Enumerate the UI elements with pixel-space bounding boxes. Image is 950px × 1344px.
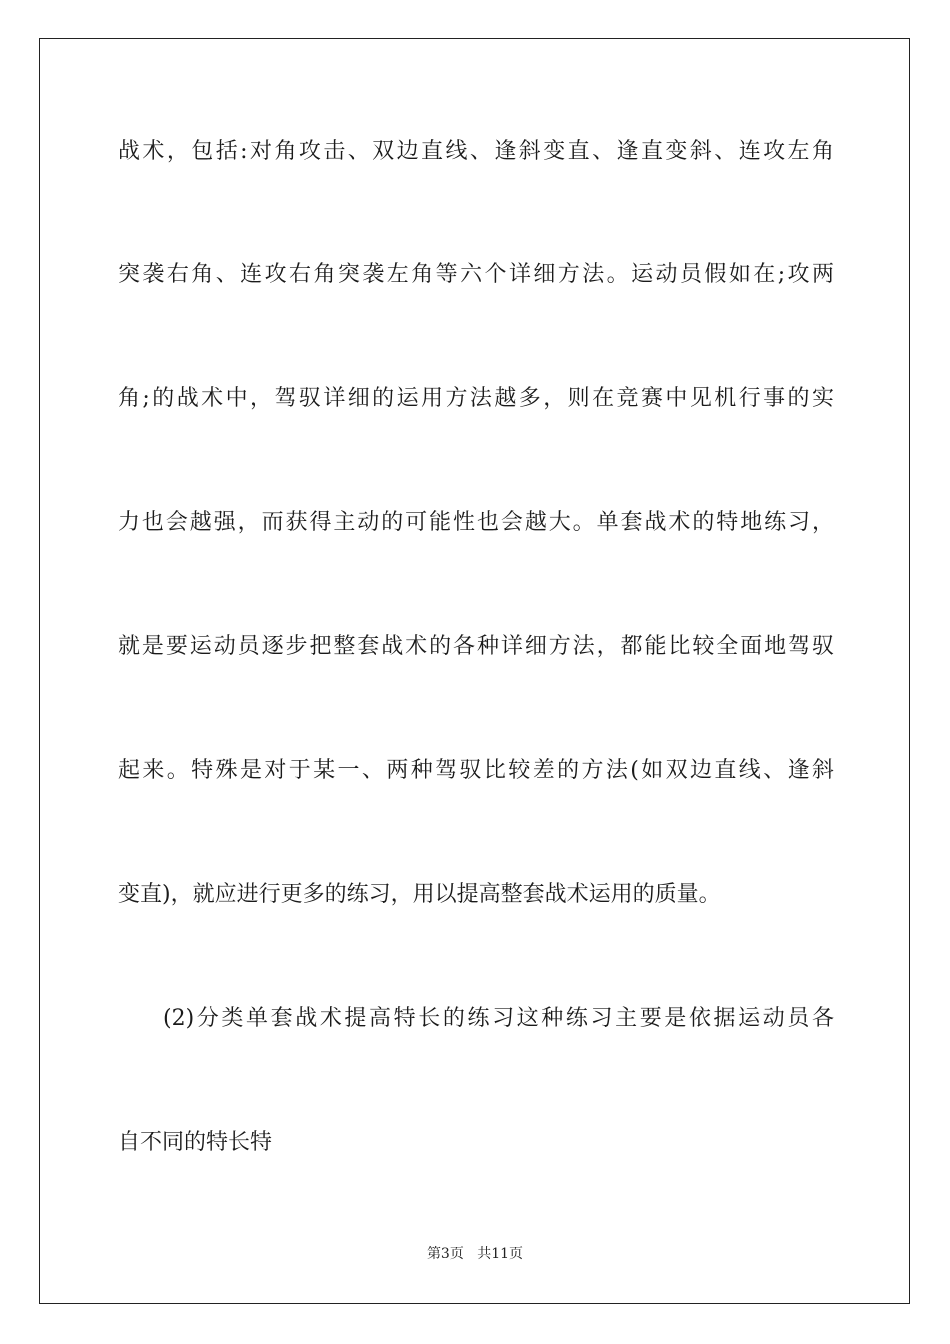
page-total: 共11页 xyxy=(477,1246,524,1262)
paragraph-2-line-2: 自不同的特长特 xyxy=(118,1130,273,1155)
paragraph-1-line-5: 就是要运动员逐步把整套战术的各种详细方法，都能比较全面地驾驭 xyxy=(118,634,834,659)
paragraph-1-line-7: 变直)，就应进行更多的练习，用以提高整套战术运用的质量。 xyxy=(118,882,721,907)
paragraph-1-line-4: 力也会越强，而获得主动的可能性也会越大。单套战术的特地练习， xyxy=(118,510,834,535)
paragraph-2-line-1: (2)分类单套战术提高特长的练习这种练习主要是依据运动员各 xyxy=(163,1006,834,1031)
paragraph-1-line-1: 战术，包括:对角攻击、双边直线、逢斜变直、逢直变斜、连攻左角 xyxy=(118,139,834,164)
page-footer xyxy=(0,1244,950,1264)
page-border xyxy=(39,38,910,1304)
paragraph-1-line-2: 突袭右角、连攻右角突袭左角等六个详细方法。运动员假如在;攻两 xyxy=(118,262,834,287)
paragraph-1-line-6: 起来。特殊是对于某一、两种驾驭比较差的方法(如双边直线、逢斜 xyxy=(118,758,834,783)
page-number: 第3页 xyxy=(426,1246,464,1262)
paragraph-1-line-3: 角;的战术中，驾驭详细的运用方法越多，则在竞赛中见机行事的实 xyxy=(118,386,834,411)
